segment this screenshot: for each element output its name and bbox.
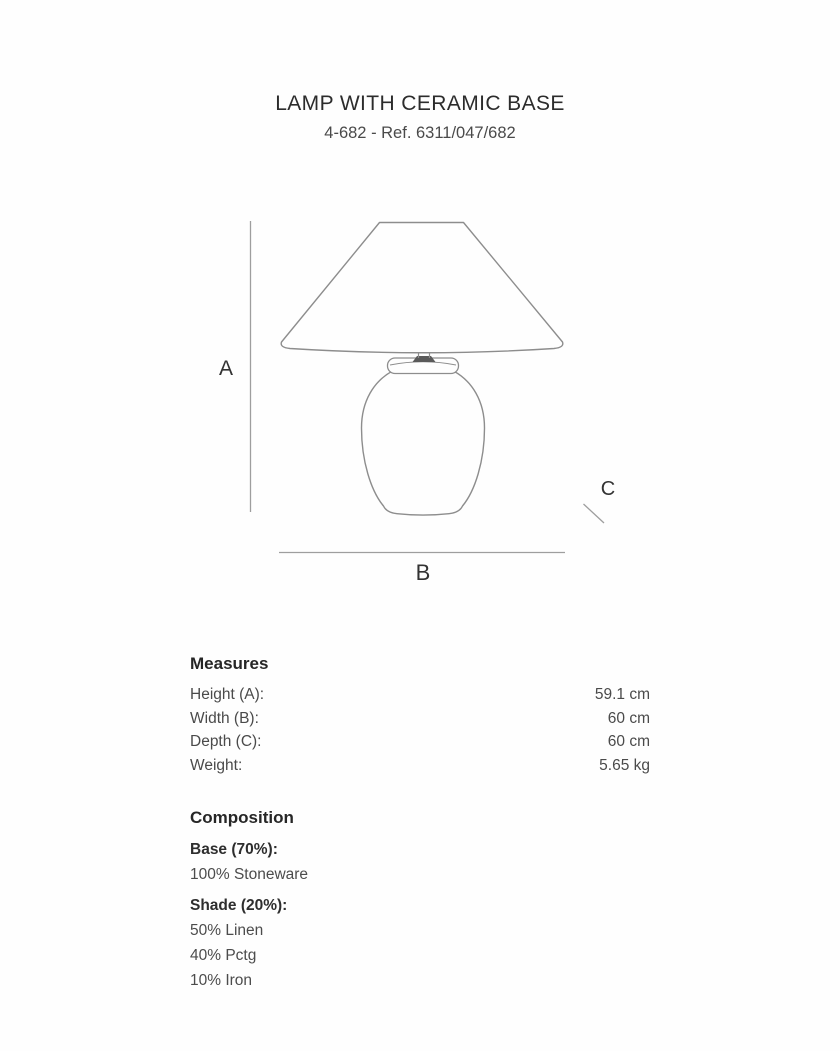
dimension-label-c: C: [600, 478, 616, 500]
measure-value: 59.1 cm: [594, 686, 650, 703]
measure-row-weight: [190, 754, 650, 778]
measure-value: 60 cm: [607, 709, 650, 727]
dimension-label-b: B: [415, 560, 431, 585]
lamp-base-outline: [362, 371, 485, 515]
measure-row-width: [190, 707, 650, 731]
composition-heading: Composition: [190, 808, 294, 827]
composition-group-label: Base (70%):: [190, 841, 278, 858]
composition-item: 40% Pctg: [190, 947, 257, 964]
page-subtitle: 4-682 - Ref. 6311/047/682: [324, 124, 516, 142]
composition-item: 50% Linen: [190, 922, 264, 939]
measure-label: Width (B):: [190, 709, 259, 727]
composition-section: [190, 807, 650, 999]
composition-item: 100% Stoneware: [190, 866, 309, 883]
lamp-socket: [413, 356, 436, 362]
measures-section: [190, 653, 650, 778]
page-title: LAMP WITH CERAMIC BASE: [275, 92, 565, 115]
composition-group-label: Shade (20%):: [190, 897, 288, 914]
measure-label: Depth (C):: [190, 733, 262, 751]
composition-group-shade: [190, 893, 650, 993]
measure-row-height: [190, 683, 650, 707]
measures-heading: Measures: [190, 654, 269, 673]
measure-label: Height (A):: [190, 686, 265, 703]
dimension-label-a: A: [218, 357, 233, 380]
composition-group-base: [190, 837, 650, 887]
depth-dimension-line: [584, 504, 605, 523]
measure-label: Weight:: [190, 757, 243, 775]
lamp-shade-outline: [281, 223, 563, 353]
measure-value: 60 cm: [607, 733, 650, 751]
composition-item: 10% Iron: [190, 972, 253, 989]
measure-value: 5.65 kg: [599, 757, 650, 775]
measure-row-depth: [190, 730, 650, 754]
